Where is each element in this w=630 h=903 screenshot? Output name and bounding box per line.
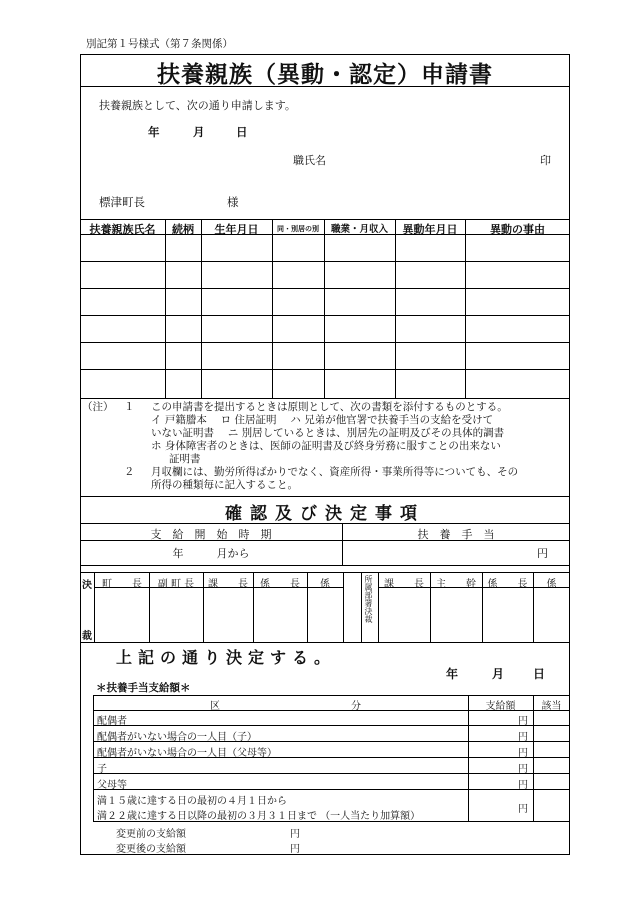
title-divider [80, 86, 570, 87]
approval-col-mayor: 町 長 [102, 579, 142, 590]
table-row-line [80, 342, 570, 343]
dept-col-section-chief: 課 長 [384, 579, 424, 590]
confirm-title: 確認及び決定事項 [225, 504, 425, 524]
notes [82, 401, 568, 492]
approval-col-section-chief: 課 長 [208, 579, 248, 590]
payment-start-value: 年 月から [172, 547, 250, 560]
table-row-line [80, 315, 570, 316]
notes-item1: この申請書を提出するときは原則として、次の書類を添付するものとする。 [151, 401, 508, 413]
confirm-top-line [80, 496, 570, 497]
confirm-subheader-line [80, 540, 570, 541]
table-col-line [272, 219, 273, 398]
rates-yen-1: 円 [518, 716, 528, 727]
notes-item1-no: １ [124, 401, 135, 413]
rates-header-applicable: 該当 [541, 701, 562, 712]
table-col-line [395, 219, 396, 398]
rates-yen-3: 円 [518, 748, 528, 759]
payment-start-label: 支 給 開 始 時 期 [150, 528, 272, 541]
notes-item1-line4: ホ 身体障害者のときは、医師の証明書及び終身労務に服すことの出来ない [151, 440, 501, 452]
rates-yen-2: 円 [518, 732, 528, 743]
date-year-label: 年 [148, 125, 160, 139]
notes-item1-line3: いない証明書 ニ 別居しているときは、別居先の証明及びその具体的調書 [151, 427, 505, 439]
rates-row-no-spouse-parent: 配偶者がいない場合の一人目（父母等） [97, 748, 277, 759]
decision-year-label: 年 [446, 667, 459, 681]
header-income: 職業・月収入 [330, 224, 388, 235]
rates-yen-6: 円 [518, 804, 528, 815]
table-row-line [80, 369, 570, 370]
header-change-date: 異動年月日 [402, 223, 458, 236]
rates-yen-4: 円 [518, 764, 528, 775]
rates-header-category-a: 区 [210, 701, 220, 712]
rates-yen-5: 円 [518, 780, 528, 791]
rates-top-line [93, 695, 570, 696]
rates-row-parents: 父母等 [97, 780, 127, 791]
dept-col-subsection-chief: 係 長 [487, 579, 528, 590]
notes-item1-line2: イ 戸籍謄本 ロ 住居証明 ハ 兄弟が他官署で扶養手当の支給を受けて [151, 414, 494, 426]
rates-col-line [468, 695, 469, 821]
table-row-line [80, 261, 570, 262]
rates-col-line [533, 695, 534, 821]
rates-header-category-b: 分 [351, 701, 361, 712]
applicant-label: 職氏名 [293, 154, 326, 167]
dept-approval-label: 所属部署決裁 [364, 575, 373, 623]
table-row-line [80, 288, 570, 289]
notes-item1-line5: 証明書 [169, 453, 201, 465]
date-day-label: 日 [236, 125, 248, 139]
change-after-yen: 円 [290, 844, 300, 855]
page-title: 扶養親族（異動・認定）申請書 [157, 62, 493, 88]
notes-prefix: （注） [82, 401, 114, 413]
rates-left-line [93, 695, 94, 821]
rates-row-line [93, 789, 570, 790]
rates-row-spouse: 配偶者 [97, 716, 127, 727]
table-top-line [80, 219, 570, 220]
rates-row-child: 子 [97, 764, 107, 775]
dept-col-staff: 係 [546, 579, 557, 590]
approval-col-deputy-mayor: 副 町 長 [157, 579, 195, 590]
rates-row-line [93, 773, 570, 774]
confirm-bottom-line [80, 565, 570, 566]
header-relation: 続柄 [172, 223, 194, 236]
rates-row-no-spouse-child: 配偶者がいない場合の一人目（子） [97, 732, 257, 743]
notes-item2-no: ２ [124, 466, 135, 478]
decision-label: 決 [82, 580, 92, 591]
table-col-line [201, 219, 202, 398]
table-col-line [324, 219, 325, 398]
allowance-label: 扶 養 手 当 [417, 528, 495, 541]
addressee: 標津町長 [99, 195, 145, 209]
rates-title: ＊扶養手当支給額＊ [96, 682, 191, 694]
approval-col-line [343, 572, 344, 642]
table-col-line [465, 219, 466, 398]
form-reference: 別記第１号様式（第７条関係） [86, 38, 233, 50]
dept-col-chief-manager: 主 幹 [436, 579, 476, 590]
approval-col-line [361, 572, 362, 642]
seal-label: 印 [540, 154, 551, 167]
decision-text: 上記の通り決定する。 [116, 648, 337, 667]
confirm-divider-vertical [342, 523, 343, 565]
notes-item2: 月収欄には、勤労所得ばかりでなく、資産所得・事業所得等についても、その [151, 466, 519, 478]
change-before-yen: 円 [290, 829, 300, 840]
confirm-divider [80, 523, 570, 524]
header-name: 扶養親族氏名 [89, 223, 156, 236]
table-bottom-line [80, 398, 570, 399]
table-col-line [165, 219, 166, 398]
intro-text: 扶養親族として、次の通り申請します。 [99, 99, 296, 112]
header-birthdate: 生年月日 [214, 223, 259, 236]
notes-item2-line2: 所得の種類毎に記入すること。 [151, 479, 298, 491]
decision-label-2: 裁 [82, 631, 92, 642]
date-month-label: 月 [193, 125, 205, 139]
decision-day-label: 日 [533, 667, 546, 681]
rates-header-amount: 支給額 [485, 701, 516, 712]
honorific: 様 [227, 195, 239, 209]
allowance-yen: 円 [537, 547, 548, 560]
decision-month-label: 月 [492, 667, 505, 681]
approval-col-staff: 係 [320, 579, 330, 590]
approval-col-subsection-chief: 係 長 [260, 579, 300, 590]
rates-row-age-line2: 満２２歳に達する日以降の最初の３月３１日まで （一人当たり加算額） [97, 811, 421, 822]
approval-top-line [80, 572, 570, 573]
approval-bottom-line [80, 642, 570, 643]
rates-row-age-line1: 満１５歳に達する日の最初の４月１日から [97, 796, 287, 807]
header-residence: 同・別居の別 [277, 225, 319, 233]
change-before-label: 変更前の支給額 [116, 829, 186, 840]
header-change-reason: 異動の事由 [490, 223, 545, 236]
rates-row-line [93, 725, 570, 726]
change-after-label: 変更後の支給額 [116, 844, 186, 855]
